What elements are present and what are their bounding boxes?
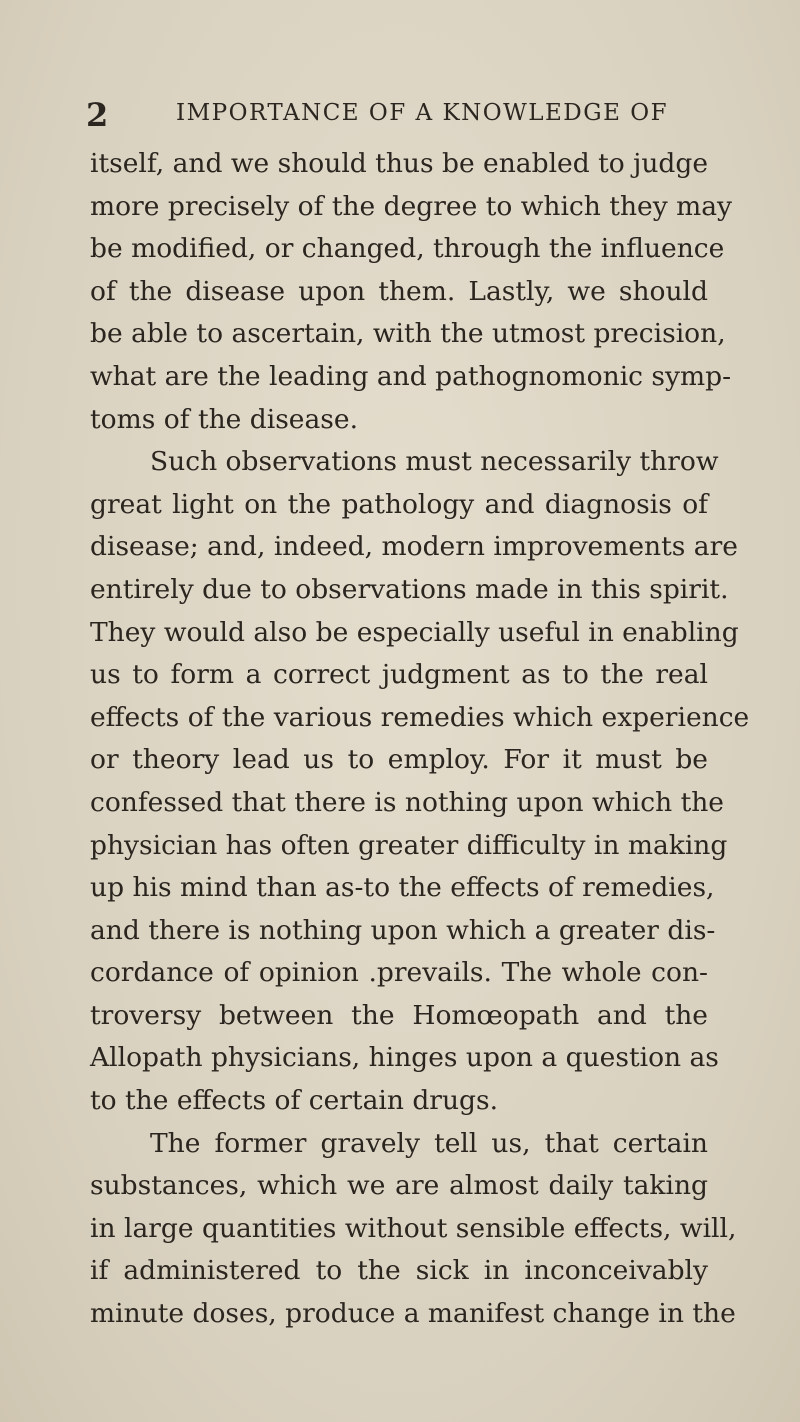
page-header bbox=[86, 96, 706, 136]
body-text bbox=[90, 143, 750, 1336]
text-line: physician has often greater difficulty in making bbox=[90, 829, 728, 861]
text-line: more precisely of the degree to which they may bbox=[90, 190, 732, 222]
text-line: or theory lead us to employ. For it must be bbox=[90, 744, 708, 776]
text-line: minute doses, produce a manifest change in the bbox=[90, 1298, 736, 1330]
text-line: be modified, or changed, through the influence bbox=[90, 233, 725, 265]
page-number: 2 bbox=[86, 96, 109, 134]
text-line: disease; and, indeed, modern improvements are bbox=[90, 531, 738, 563]
text-line: to the effects of certain drugs. bbox=[90, 1085, 499, 1117]
text-line: Allopath physicians, hinges upon a question as bbox=[90, 1042, 719, 1074]
text-line: us to form a correct judgment as to the real bbox=[90, 659, 708, 691]
text-line: if administered to the sick in inconceivably bbox=[90, 1255, 708, 1287]
text-line: toms of the disease. bbox=[90, 403, 358, 435]
text-line: in large quantities without sensible effects, will, bbox=[90, 1212, 737, 1244]
text-line: effects of the various remedies which experience bbox=[90, 701, 750, 733]
text-line: be able to ascertain, with the utmost precision, bbox=[90, 318, 726, 350]
text-line: They would also be especially useful in enabling bbox=[90, 616, 739, 648]
text-line: substances, which we are almost daily taking bbox=[90, 1170, 708, 1202]
paragraph bbox=[90, 441, 750, 1123]
running-title: IMPORTANCE OF A KNOWLEDGE OF bbox=[176, 100, 669, 126]
text-line: The former gravely tell us, that certain bbox=[150, 1127, 708, 1159]
text-line: itself, and we should thus be enabled to judge bbox=[90, 148, 709, 179]
text-line: great light on the pathology and diagnosis of bbox=[90, 488, 708, 520]
text-line: confessed that there is nothing upon which the bbox=[90, 786, 724, 818]
text-line: what are the leading and pathognomonic symp- bbox=[90, 360, 732, 392]
paragraph bbox=[90, 1123, 737, 1336]
text-line: up his mind than as-to the effects of remedies, bbox=[90, 872, 715, 904]
text-line: Such observations must necessarily throw bbox=[150, 446, 719, 478]
text-line: cordance of opinion .prevails. The whole con- bbox=[90, 957, 708, 989]
paragraph bbox=[90, 143, 732, 441]
text-line: entirely due to observations made in this spirit. bbox=[90, 573, 729, 605]
text-line: troversy between the Homœopath and the bbox=[90, 999, 708, 1031]
text-line: of the disease upon them. Lastly, we should bbox=[90, 275, 708, 307]
text-line: and there is nothing upon which a greater dis- bbox=[90, 914, 716, 946]
